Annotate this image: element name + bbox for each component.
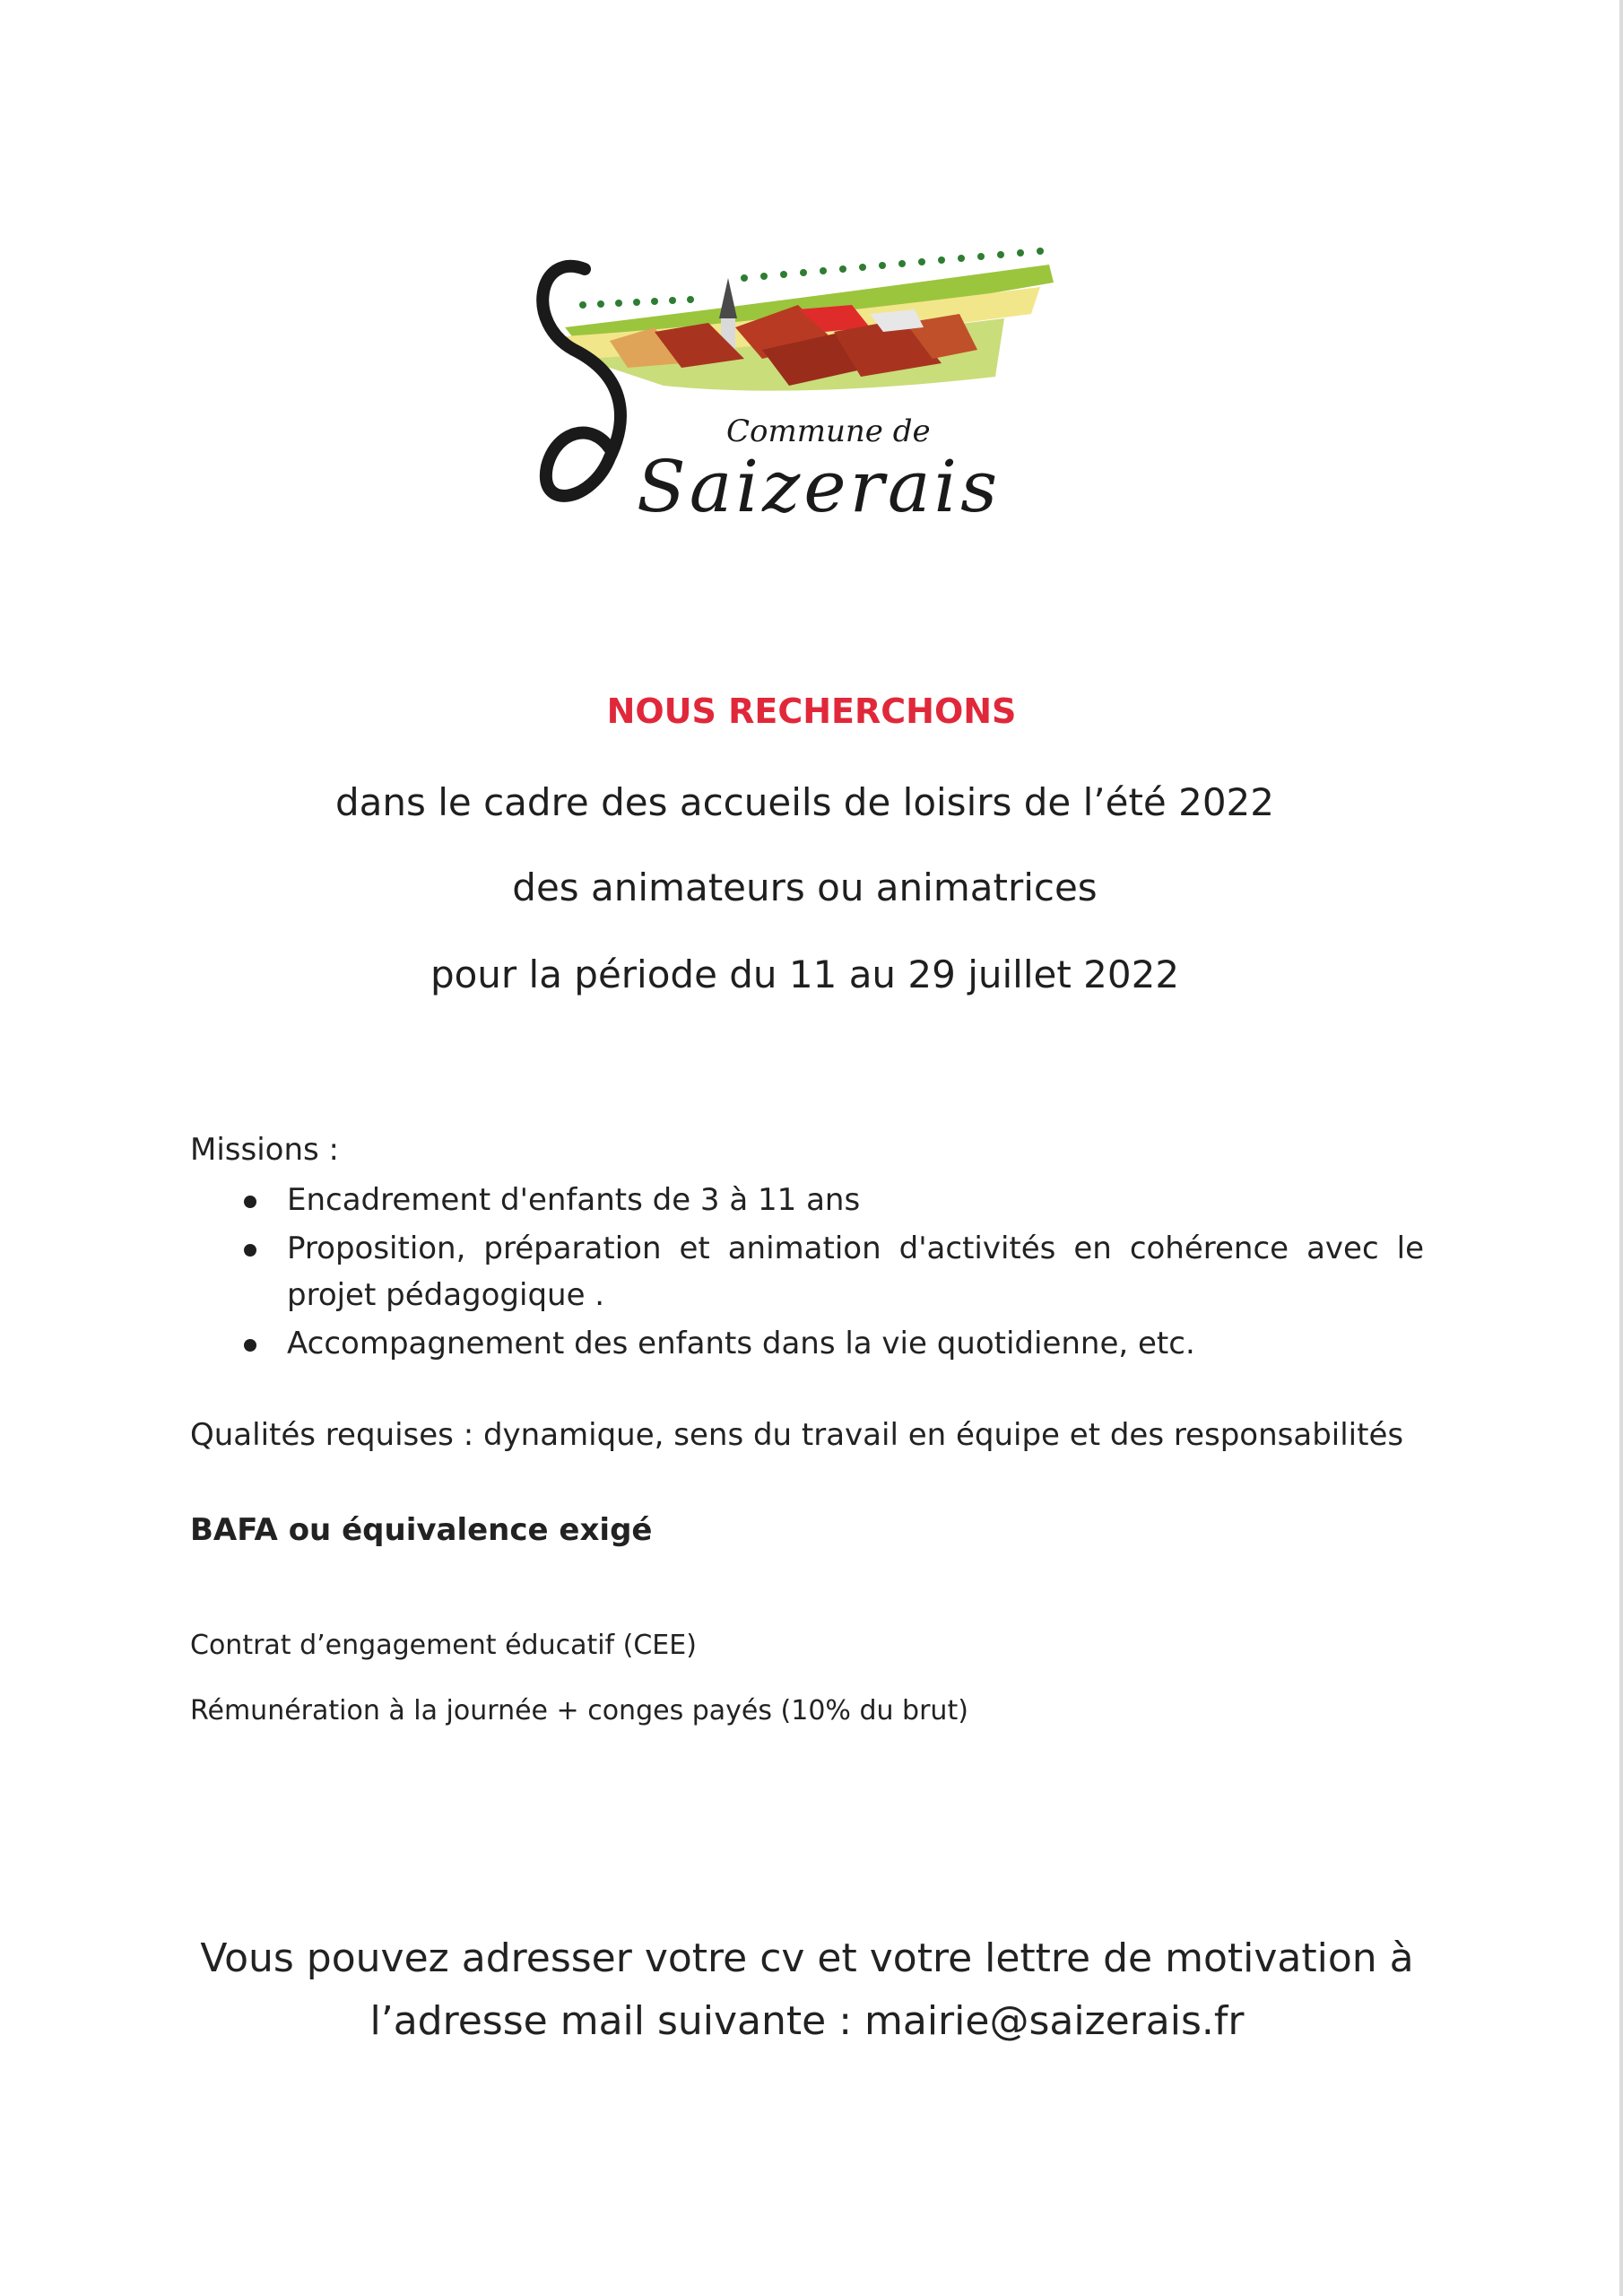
bullet-icon [244,1196,256,1208]
logo-town-name: Saizerais [637,445,1002,528]
scan-edge [1619,0,1623,2296]
mission-item: Encadrement d'enfants de 3 à 11 ans [287,1182,861,1218]
logo-commune-text: Commune de [726,413,931,449]
contact-line-2: l’adresse mail suivante : mairie@saizerais.fr [369,1998,1245,2044]
lead-line-2: des animateurs ou animatrices [512,865,1098,909]
commune-logo [529,242,1085,529]
lead-line-1: dans le cadre des accueils de loisirs de l’été 2022 [334,780,1274,824]
remuneration: Rémunération à la journée + conges payés (10% du brut) [190,1695,968,1726]
mission-item: Accompagnement des enfants dans la vie quotidienne, etc. [287,1326,1195,1361]
mission-item: Proposition, préparation et animation d'activités en cohérence avec le projet pédagogique . [287,1231,1424,1313]
lead-line-3: pour la période du 11 au 29 juillet 2022 [430,952,1180,996]
bullet-icon [244,1244,256,1257]
bafa-requirement: BAFA ou équivalence exigé [190,1512,653,1548]
logo-church-spire [719,278,737,318]
contact-line-1: Vous pouvez adresser votre cv et votre lettre de motivation à [200,1935,1414,1981]
contract-type: Contrat d’engagement éducatif (CEE) [190,1630,697,1661]
logo-s-stroke [542,266,621,496]
missions-label: Missions : [190,1132,339,1168]
qualites-requises: Qualités requises : dynamique, sens du travail en équipe et des responsabilités [190,1417,1404,1453]
page-title: NOUS RECHERCHONS [606,691,1017,731]
bullet-icon [244,1339,256,1352]
